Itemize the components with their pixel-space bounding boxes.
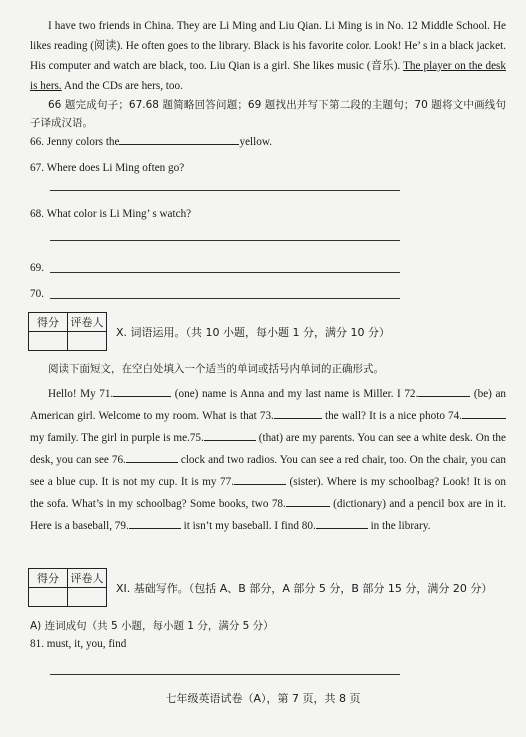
q66-text: 66. Jenny colors the [30, 136, 120, 148]
blank-72[interactable] [418, 384, 470, 397]
grader-cell[interactable] [68, 332, 107, 351]
cloze-text-1: Hello! My 71. [48, 388, 114, 400]
blank-76[interactable] [126, 450, 178, 463]
grader-cell[interactable] [68, 588, 107, 607]
section-x-title: X. 词语运用。（共 10 小题，每小题 1 分，满分 10 分） [116, 326, 390, 339]
cloze-text-4: the wall? It is a nice photo 74. [324, 410, 463, 422]
score-label: 得分 [29, 313, 68, 332]
score-cell[interactable] [29, 332, 68, 351]
cloze-text-8: (sister). Where is my schoolbag? Look! It is on the sofa. What’s in my schoolbag? Some books, two 78. [30, 476, 506, 510]
cloze-passage [30, 383, 506, 537]
cloze-text-11: in the library. [370, 520, 431, 532]
blank-71[interactable] [113, 384, 171, 397]
q69-answer-line[interactable] [50, 272, 400, 273]
q68-answer-line[interactable] [50, 240, 400, 241]
blank-73[interactable] [274, 406, 322, 419]
cloze-text-2: (one) name is Anna and my last name is Miller. I 72. [174, 388, 419, 400]
cloze-text-7: clock and two radios. You can see a red chair, too. On the chair, you can see a blue cup. It is not my cup. It is my 77. [30, 454, 506, 488]
q66-text-end: yellow. [239, 136, 273, 148]
passage-text: I have two friends in China. They are Li Ming and Liu Qian. Li Ming is in No. 12 Middle School. He likes reading (阅读). He often goes to the library. Black is his favorite color. Look! He’ s in a black jacket. His computer and watch are black, too. Liu Qian is a girl. She likes music (音乐). [30, 20, 506, 72]
blank-80[interactable] [316, 516, 368, 529]
cloze-text-5: my family. The girl in purple is me.75. [30, 432, 204, 444]
cloze-text-9: (dictionary) and a pencil box are in it. Here is a baseball, 79. [30, 498, 507, 532]
page-footer: 七年级英语试卷（A），第 7 页，共 8 页 [165, 692, 361, 705]
grader-label: 评卷人 [68, 313, 107, 332]
q70-answer-line[interactable] [50, 298, 400, 299]
section-xi-title: XI. 基础写作。（包括 A、B 部分，A 部分 5 分，B 部分 15 分，满分 20 分） [116, 582, 493, 595]
question-81: 81. must, it, you, find [30, 638, 127, 650]
score-box-xi [28, 568, 107, 607]
q66-blank[interactable] [119, 132, 239, 145]
cloze-text-3: (be) an American girl. Welcome to my room. What is that 73. [30, 388, 507, 422]
score-cell[interactable] [29, 588, 68, 607]
question-70: 70. [30, 288, 44, 300]
question-67: 67. Where does Li Ming often go? [30, 162, 185, 174]
blank-75[interactable] [204, 428, 256, 441]
cloze-text-6: (that) are my parents. You can see a white desk. On the desk, you can see 76. [30, 432, 506, 466]
question-66 [30, 132, 272, 150]
underlined-sentence: The player on the desk is hers. [30, 60, 506, 92]
blank-77[interactable] [234, 472, 286, 485]
score-label: 得分 [29, 569, 68, 588]
instructions-66-70: 66 题完成句子；67.68 题简略回答问题；69 题找出并写下第二段的主题句；70 题将文中画线句子译成汉语。 [30, 99, 506, 129]
reading-passage [30, 16, 506, 96]
cloze-text-10: it isn’t my baseball. I find 80. [183, 520, 316, 532]
score-box-x [28, 312, 107, 351]
q81-answer-line[interactable] [50, 674, 400, 675]
q67-answer-line[interactable] [50, 190, 400, 191]
section-x-instruction: 阅读下面短文，在空白处填入一个适当的单词或括号内单词的正确形式。 [48, 363, 384, 375]
blank-74[interactable] [462, 406, 506, 419]
blank-79[interactable] [129, 516, 181, 529]
passage-text-end: And the CDs are hers, too. [63, 80, 183, 92]
blank-78[interactable] [286, 494, 330, 507]
part-a-heading: A) 连词成句（共 5 小题，每小题 1 分，满分 5 分） [30, 620, 274, 632]
question-68: 68. What color is Li Ming’ s watch? [30, 208, 192, 220]
grader-label: 评卷人 [68, 569, 107, 588]
question-69: 69. [30, 262, 44, 274]
